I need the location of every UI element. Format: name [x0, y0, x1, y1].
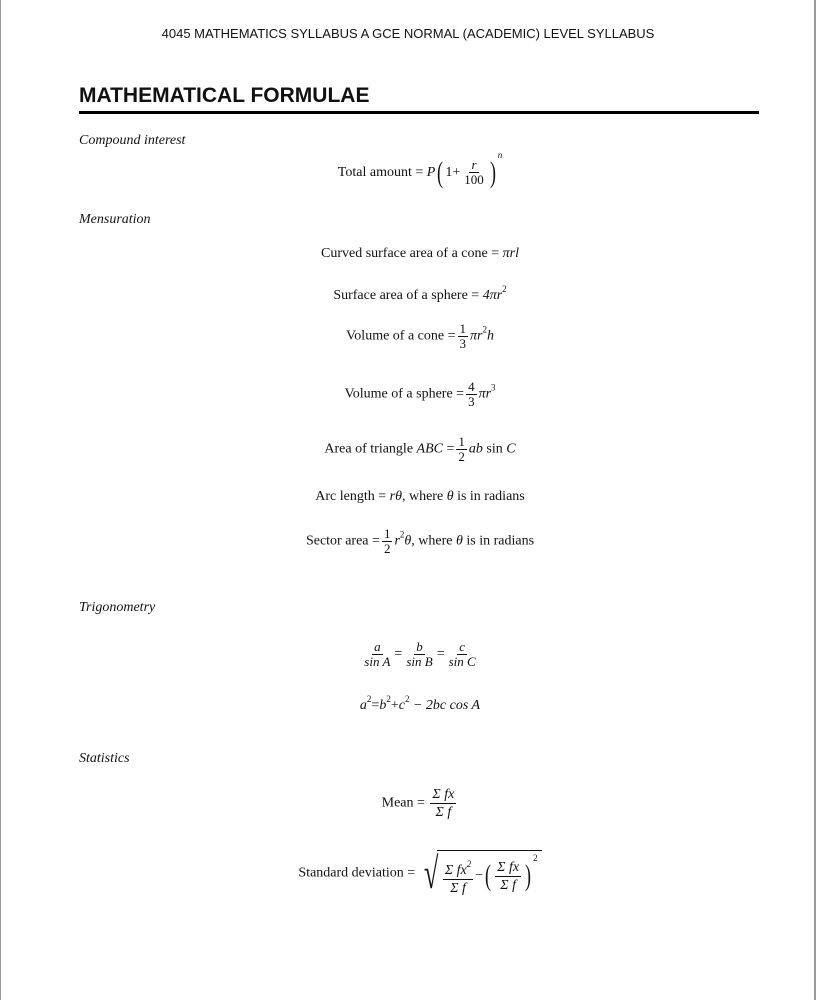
running-header: 4045 MATHEMATICS SYLLABUS A GCE NORMAL (ACADEMIC) LEVEL SYLLABUS: [161, 26, 655, 41]
formula-cosine-rule: $a^2=b^2+c^2 - 2bc$ cos A: [359, 694, 481, 713]
formula-triangle-area: Area of triangle ABC = $\frac{1}{2}$ ab sin C: [324, 434, 516, 464]
formula-cone-curved-area: Curved surface area of a cone = πrl: [320, 246, 519, 261]
formula-sphere-surface-area: Surface area of a sphere = $4\pi r^2$: [333, 284, 507, 303]
formula-sphere-volume: Volume of a sphere = $\frac{4}{3}$ $\pi r^3$: [344, 379, 496, 409]
formula-sine-rule: $\frac{a}{\text{sin A}}$ = $\frac{b}{\text{sin B}}$ = $\frac{c}{\text{sin C}}$: [364, 639, 476, 669]
section-trigonometry: Trigonometry: [79, 600, 156, 615]
section-mensuration: Mensuration: [79, 212, 151, 227]
formula-arc-length: Arc length = rθ, where θ is in radians: [315, 489, 525, 504]
formula-compound-interest: Total amount = P( 1+ $\frac{r}{100}$ )$^n$: [337, 150, 503, 189]
formula-standard-deviation: Standard deviation = √ $\frac{\Sigma fx^2}{\text{Σ f}}$ −( $\frac{\text{Σ fx}}{\text{Σ f}}$ )$^2$: [0, 848, 816, 899]
formula-mean: Mean = $\frac{\text{Σ fx}}{\text{Σ f}}$: [381, 787, 455, 820]
section-compound-interest: Compound interest: [79, 133, 186, 148]
section-statistics: Statistics: [79, 751, 130, 766]
title-rule: [79, 111, 759, 114]
formula-sector-area: Sector area = $\frac{1}{2}$ $r^2\theta$, where θ is in radians: [305, 526, 535, 556]
formula-cone-volume: Volume of a cone = $\frac{1}{3}$ $\pi r^2h$: [346, 321, 494, 351]
page-title: MATHEMATICAL FORMULAE: [79, 84, 370, 107]
